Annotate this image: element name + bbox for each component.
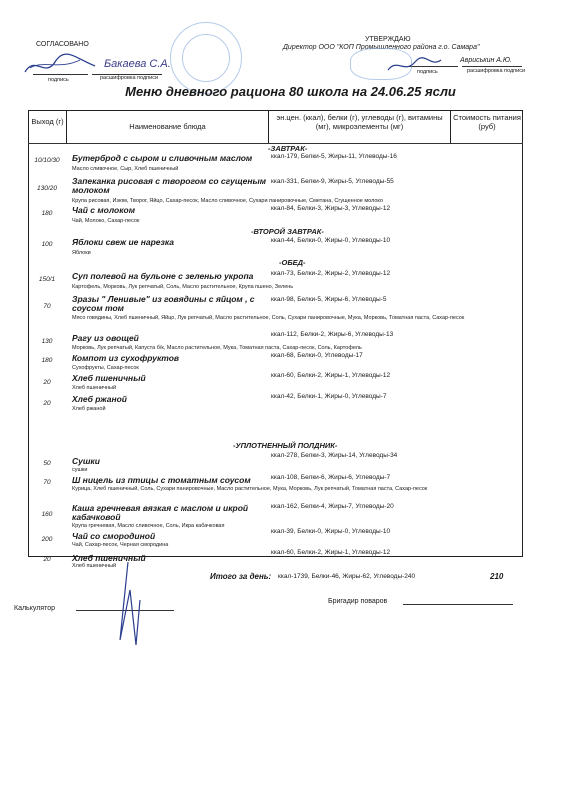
row-out: 20 [43, 379, 51, 386]
dish-ingredients: Морковь, Лук репчатый, Капуста б/к, Масло растительное, Мука, Томатная паста, Сахар-песок, Соль, Картофель [72, 345, 362, 351]
dish-nutrition: ккал-162, Белки-4, Жиры-7, Углеводы-20 [271, 503, 394, 510]
chef-sign-line [403, 604, 513, 605]
dish-ingredients: Крупа рисовая, Изюм, Творог, Яйцо, Сахар-песок, Масло сливочное, Сухари панировочные, Сметана, Сгущенное молоко [72, 198, 383, 204]
dish-nutrition: ккал-73, Белки-2, Жиры-2, Углеводы-12 [271, 270, 391, 277]
approved-right-label: УТВЕРЖДАЮ [365, 36, 411, 43]
dish-name: Ш ницель из птицы с томатным соусом [72, 475, 251, 485]
col-header-out: Выход (г) [31, 117, 64, 126]
row-out: 70 [43, 479, 51, 486]
row-out: 70 [43, 303, 51, 310]
decode-line-right [462, 66, 522, 67]
dish-name: Суп полевой на бульоне с зеленью укропа [72, 271, 254, 281]
dish-nutrition: ккал-60, Белки-2, Жиры-1, Углеводы-12 [271, 372, 391, 379]
total-nutrition: ккал-1739, Белки-46, Жиры-62, Углеводы-240 [278, 573, 416, 580]
dish-name: Бутерброд с сыром и сливочным маслом [72, 153, 253, 163]
dish-name: Зразы " Ленивые" из говядины с яйцом , с соусом том [72, 294, 255, 313]
dish-ingredients: Чай, Сахар-песок, Черная смородина [72, 542, 169, 548]
dish-name: Компот из сухофруктов [72, 353, 180, 363]
dish-name: Хлеб пшеничный [72, 373, 146, 383]
dish-name: Чай со смородиной [72, 531, 156, 541]
dish-name: Чай с молоком [72, 205, 136, 215]
signature-left-icon [20, 50, 100, 80]
col-header-name: Наименование блюда [129, 122, 206, 131]
dish-ingredients: Яблоки [72, 250, 91, 256]
row-out: 150/1 [38, 276, 56, 283]
dish-ingredients: Сухофрукты, Сахар-песок [72, 365, 139, 371]
dish-ingredients: Хлеб пшеничный [72, 385, 117, 391]
row-out: 20 [43, 400, 51, 407]
row-out: 20 [43, 556, 51, 563]
dish-name: Яблоки свеж ие нарезка [72, 237, 174, 247]
dish-ingredients: Курица, Хлеб пшеничный, Соль, Сухари панировочные, Масло растительное, Мука, Морковь, Лук репчатый, Томатная паста, Сахар-песок [72, 486, 428, 492]
dish-nutrition: ккал-84, Белки-3, Жиры-3, Углеводы-12 [271, 205, 391, 212]
dish-ingredients: Хлеб ржаной [72, 406, 106, 412]
caption-sign-left: подпись [48, 77, 69, 83]
dish-nutrition: ккал-60, Белки-2, Жиры-1, Углеводы-12 [271, 549, 391, 556]
row-out: 100 [41, 241, 53, 248]
row-out: 160 [41, 511, 53, 518]
signature-right-icon [385, 54, 445, 76]
row-out: 130 [41, 338, 53, 345]
section-second-breakfast: -ВТОРОЙ ЗАВТРАК- [251, 227, 324, 236]
dish-name: Сушки [72, 456, 100, 466]
row-out: 50 [43, 460, 51, 467]
round-stamp-left-inner [182, 34, 230, 82]
director-title: Директор ООО "КОП Промышленного района г.о. Самара" [283, 44, 480, 51]
dish-nutrition: ккал-278, Белки-3, Жиры-14, Углеводы-34 [271, 452, 398, 459]
approved-left-label: СОГЛАСОВАНО [36, 41, 89, 48]
section-snack: -УПЛОТНЕННЫЙ ПОЛДНИК- [233, 441, 338, 450]
total-label: Итого за день: [210, 572, 272, 581]
dish-ingredients: Масло сливочное, Сыр, Хлеб пшеничный [72, 166, 179, 172]
row-out: 180 [41, 210, 53, 217]
dish-name: Хлеб ржаной [72, 394, 127, 404]
dish-nutrition: ккал-112, Белки-2, Жиры-6, Углеводы-13 [271, 331, 394, 338]
dish-nutrition: ккал-179, Белки-5, Жиры-11, Углеводы-16 [271, 153, 397, 160]
row-out: 180 [41, 357, 53, 364]
row-out: 10/10/30 [34, 157, 60, 164]
dish-ingredients: Чай, Молоко, Сахар-песок [72, 218, 140, 224]
dish-name: Рагу из овощей [72, 333, 139, 343]
dish-nutrition: ккал-331, Белки-9, Жиры-5, Углеводы-55 [271, 178, 394, 185]
left-signer-name: Бакаева С.А. [104, 58, 171, 70]
col-header-energy: эн.цен. (ккал), белки (г), углеводы (г), витамины (мг), микроэлементы (мг) [276, 113, 443, 131]
dish-ingredients: Крупа гречневая, Масло сливочное, Соль, Икра кабачковая [72, 523, 225, 529]
col-header-price: Стоимость питания (руб) [453, 113, 521, 131]
signature-calculator-icon [108, 560, 148, 650]
dish-ingredients: сушки [72, 467, 88, 473]
dish-nutrition: ккал-108, Белки-6, Жиры-6, Углеводы-7 [271, 474, 391, 481]
dish-nutrition: ккал-44, Белки-0, Жиры-0, Углеводы-10 [271, 237, 391, 244]
dish-ingredients: Картофель, Морковь, Лук репчатый, Соль, Масло растительное, Крупа пшено, Зелень [72, 284, 294, 290]
dish-nutrition: ккал-68, Белки-0, Углеводы-17 [271, 352, 363, 359]
caption-sign-right: подпись [417, 69, 438, 75]
dish-name: Запеканка рисовая с творогом со сгущеным молоком [72, 176, 267, 195]
dish-nutrition: ккал-98, Белки-5, Жиры-6, Углеводы-5 [271, 296, 387, 303]
page-title: Меню дневного рациона 80 школа на 24.06.25 ясли [125, 84, 456, 99]
caption-decode-left: расшифровка подписи [100, 75, 159, 81]
dish-nutrition: ккал-42, Белки-1, Жиры-0, Углеводы-7 [271, 393, 387, 400]
chef-label: Бригадир поваров [328, 598, 388, 605]
dish-ingredients: Мясо говядины, Хлеб пшеничный, Яйцо, Лук репчатый, Масло растительное, Соль, Сухари панировочные, Мука, Морковь, Томатная паста, Сахар-песок [72, 315, 465, 321]
row-out: 130/20 [37, 185, 57, 192]
row-out: 200 [41, 536, 53, 543]
section-lunch: -ОБЕД- [279, 258, 306, 267]
dish-ingredients: Хлеб пшеничный [72, 563, 117, 569]
director-name: Авриськин А.Ю. [460, 57, 513, 64]
calculator-label: Калькулятор [14, 605, 55, 612]
dish-name: Каша гречневая вязкая с маслом и икрой кабачковой [72, 503, 249, 522]
total-price: 210 [490, 572, 504, 581]
dish-name: Хлеб пшеничный [72, 553, 146, 563]
section-breakfast: -ЗАВТРАК- [268, 144, 308, 153]
dish-nutrition: ккал-39, Белки-0, Жиры-0, Углеводы-10 [271, 528, 391, 535]
caption-decode-right: расшифровка подписи [467, 68, 526, 74]
